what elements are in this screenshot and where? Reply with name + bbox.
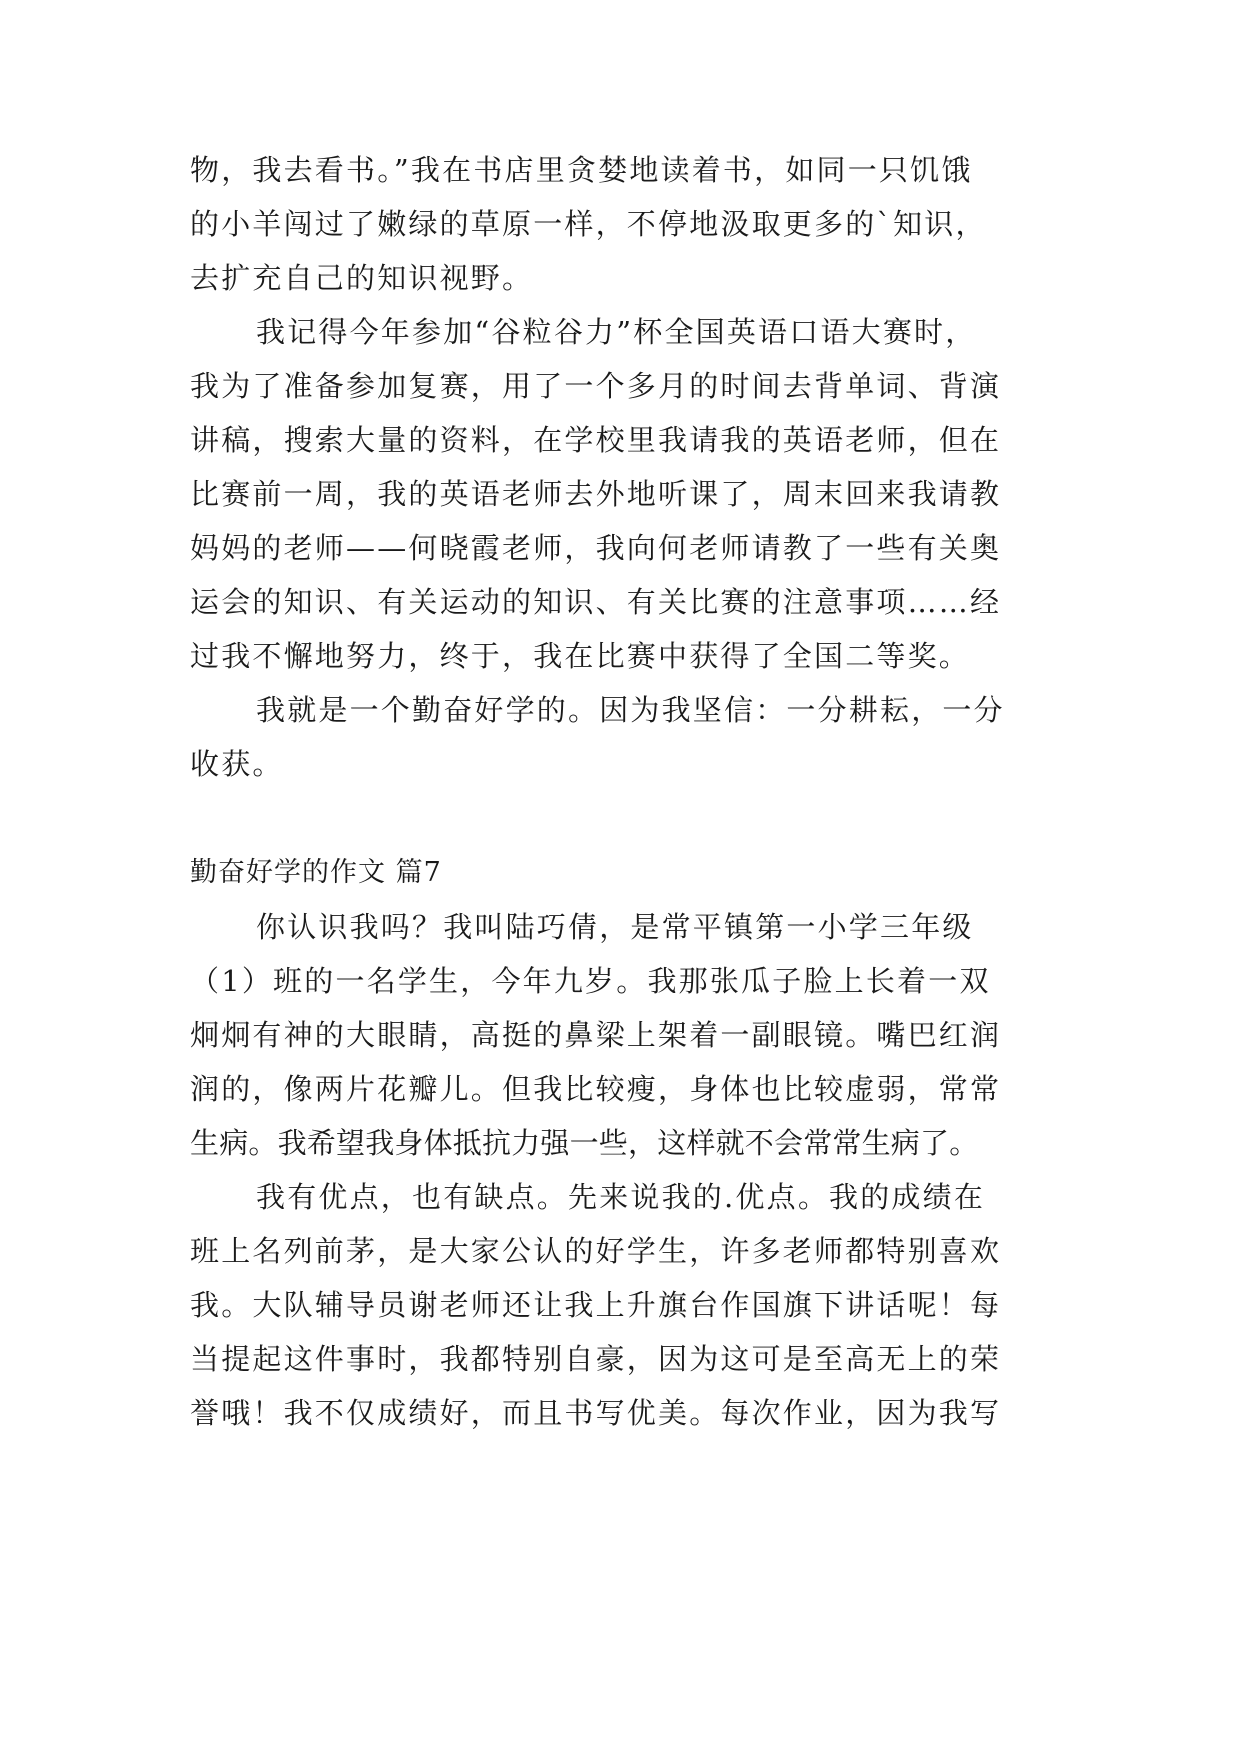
- text-line: （1）班的一名学生，今年九岁。我那张瓜子脸上长着一双: [190, 964, 991, 998]
- text-line: 妈妈的老师——何晓霞老师，我向何老师请教了一些有关奥: [190, 531, 1002, 565]
- text-line: 誉哦！我不仅成绩好，而且书写优美。每次作业，因为我写: [190, 1396, 1002, 1430]
- text-line: 生病。我希望我身体抵抗力强一些，这样就不会常常生病了。: [190, 1126, 979, 1160]
- text-line: 比赛前一周，我的英语老师去外地听课了，周末回来我请教: [190, 477, 1002, 511]
- text-line: 我有优点，也有缺点。先来说我的.优点。我的成绩在: [256, 1180, 986, 1214]
- text-line: 我记得今年参加“谷粒谷力”杯全国英语口语大赛时，: [256, 315, 977, 349]
- text-line: 你认识我吗？我叫陆巧倩，是常平镇第一小学三年级: [256, 910, 974, 944]
- text-line: 讲稿，搜索大量的资料，在学校里我请我的英语老师，但在: [190, 423, 1002, 457]
- text-line: 物，我去看书。”我在书店里贪婪地读着书，如同一只饥饿: [190, 153, 973, 187]
- text-line: 我为了准备参加复赛，用了一个多月的时间去背单词、背演: [190, 369, 1002, 403]
- text-line: 当提起这件事时，我都特别自豪，因为这可是至高无上的荣: [190, 1342, 1002, 1376]
- text-line: 炯炯有神的大眼睛，高挺的鼻梁上架着一副眼镜。嘴巴红润: [190, 1018, 1002, 1052]
- text-line: 我。大队辅导员谢老师还让我上升旗台作国旗下讲话呢！每: [190, 1288, 1002, 1322]
- text-line: 我就是一个勤奋好学的。因为我坚信：一分耕耘，一分: [256, 693, 1005, 727]
- text-line: 润的，像两片花瓣儿。但我比较瘦，身体也比较虚弱，常常: [190, 1072, 1002, 1106]
- text-line: 运会的知识、有关运动的知识、有关比赛的注意事项……经: [190, 585, 1002, 619]
- text-line: 去扩充自己的知识视野。: [190, 261, 534, 295]
- text-line: 过我不懈地努力，终于，我在比赛中获得了全国二等奖。: [190, 639, 971, 673]
- text-line: 的小羊闯过了嫩绿的草原一样，不停地汲取更多的`知识，: [190, 207, 987, 241]
- text-line: 班上名列前茅，是大家公认的好学生，许多老师都特别喜欢: [190, 1234, 1002, 1268]
- text-line: 收获。: [190, 747, 284, 781]
- section-heading: 勤奋好学的作文 篇7: [190, 857, 442, 888]
